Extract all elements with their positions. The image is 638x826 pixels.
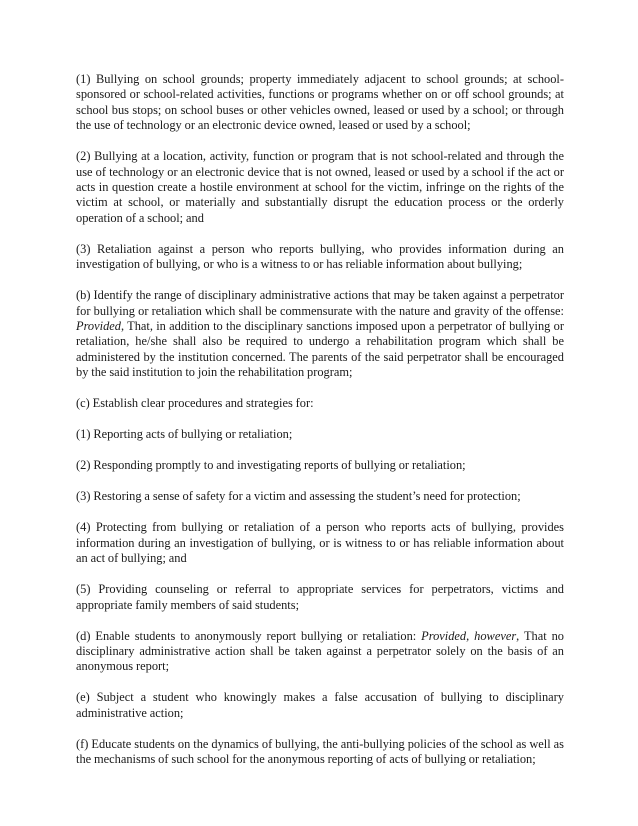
paragraph-c1-reporting [76, 427, 564, 442]
paragraph-b-disciplinary-actions [76, 288, 564, 380]
paragraph-c2-responding [76, 458, 564, 473]
paragraph-3-retaliation [76, 242, 564, 273]
paragraph-text: (5) Providing counseling or referral to appropriate services for perpetrators, victims and appropriate family members of said students; [76, 582, 564, 612]
paragraph-text: (3) Restoring a sense of safety for a victim and assessing the student’s need for protection; [76, 489, 521, 504]
paragraph-text: (1) Bullying on school grounds; property immediately adjacent to school grounds; at school-sponsored or school-related activities, functions or programs whether on or off school grounds; at school bus stops; on school buses or other vehicles owned, leased or used by a school; or through the use of technology or an electronic device owned, leased or used by a school; [76, 72, 564, 133]
paragraph-text: (c) Establish clear procedures and strategies for: [76, 396, 314, 411]
italic-provided-however: Provided, however [421, 628, 517, 643]
paragraph-c-establish-procedures [76, 396, 564, 411]
paragraph-text: (d) Enable students to anonymously report bullying or retaliation: [76, 628, 422, 643]
paragraph-e-false-accusation [76, 690, 564, 721]
paragraph-c5-counseling [76, 582, 564, 613]
italic-provided: Provided [76, 319, 121, 334]
paragraph-text: (b) Identify the range of disciplinary administrative actions that may be taken against a perpetrator for bullying or retaliation which shall be commensurate with the nature and gravity of the offense: [76, 288, 564, 318]
paragraph-text: (3) Retaliation against a person who reports bullying, who provides information during an investigation of bullying, or who is a witness to or has reliable information about bullying; [76, 241, 564, 272]
paragraph-f-educate-students [76, 737, 564, 768]
paragraph-d-anonymous-report [76, 629, 564, 675]
paragraph-text: (e) Subject a student who knowingly makes a false accusation of bullying to disciplinary administrative action; [76, 690, 564, 720]
paragraph-c4-protecting [76, 520, 564, 566]
document-page [76, 72, 564, 768]
paragraph-text: , That, in addition to the disciplinary sanctions imposed upon a perpetrator of bullying or retaliation, he/she shall also be required to undergo a rehabilitation program which shall be administered by the institution concerned. The parents of the said perpetrator shall be encouraged by the said institution to join the rehabilitation program; [76, 319, 564, 380]
paragraph-c3-restoring [76, 489, 564, 504]
paragraph-text: (f) Educate students on the dynamics of bullying, the anti-bullying policies of the school as well as the mechanisms of such school for the anonymous reporting of acts of bullying or retaliation; [76, 736, 564, 767]
paragraph-text: (2) Responding promptly to and investigating reports of bullying or retaliation; [76, 458, 466, 473]
paragraph-text: , That no disciplinary administrative action shall be taken against a perpetrator solely on the basis of an anonymous report; [76, 628, 564, 674]
paragraph-1-1-bullying-on-school-grounds [76, 72, 564, 134]
paragraph-text: (4) Protecting from bullying or retaliation of a person who reports acts of bullying, provides information during an investigation of bullying, or is witness to or has reliable information about an act of bullying; and [76, 520, 564, 566]
paragraph-text: (2) Bullying at a location, activity, function or program that is not school-related and through the use of technology or an electronic device that is not owned, leased or used by a school if the act or acts in question create a hostile environment at school for the victim, infringe on the rights of the victim at school, or materially and substantially disrupt the education process or the orderly operation of a school; and [76, 149, 564, 225]
paragraph-text: (1) Reporting acts of bullying or retaliation; [76, 427, 293, 442]
paragraph-2-bullying-at-other-location [76, 149, 564, 226]
